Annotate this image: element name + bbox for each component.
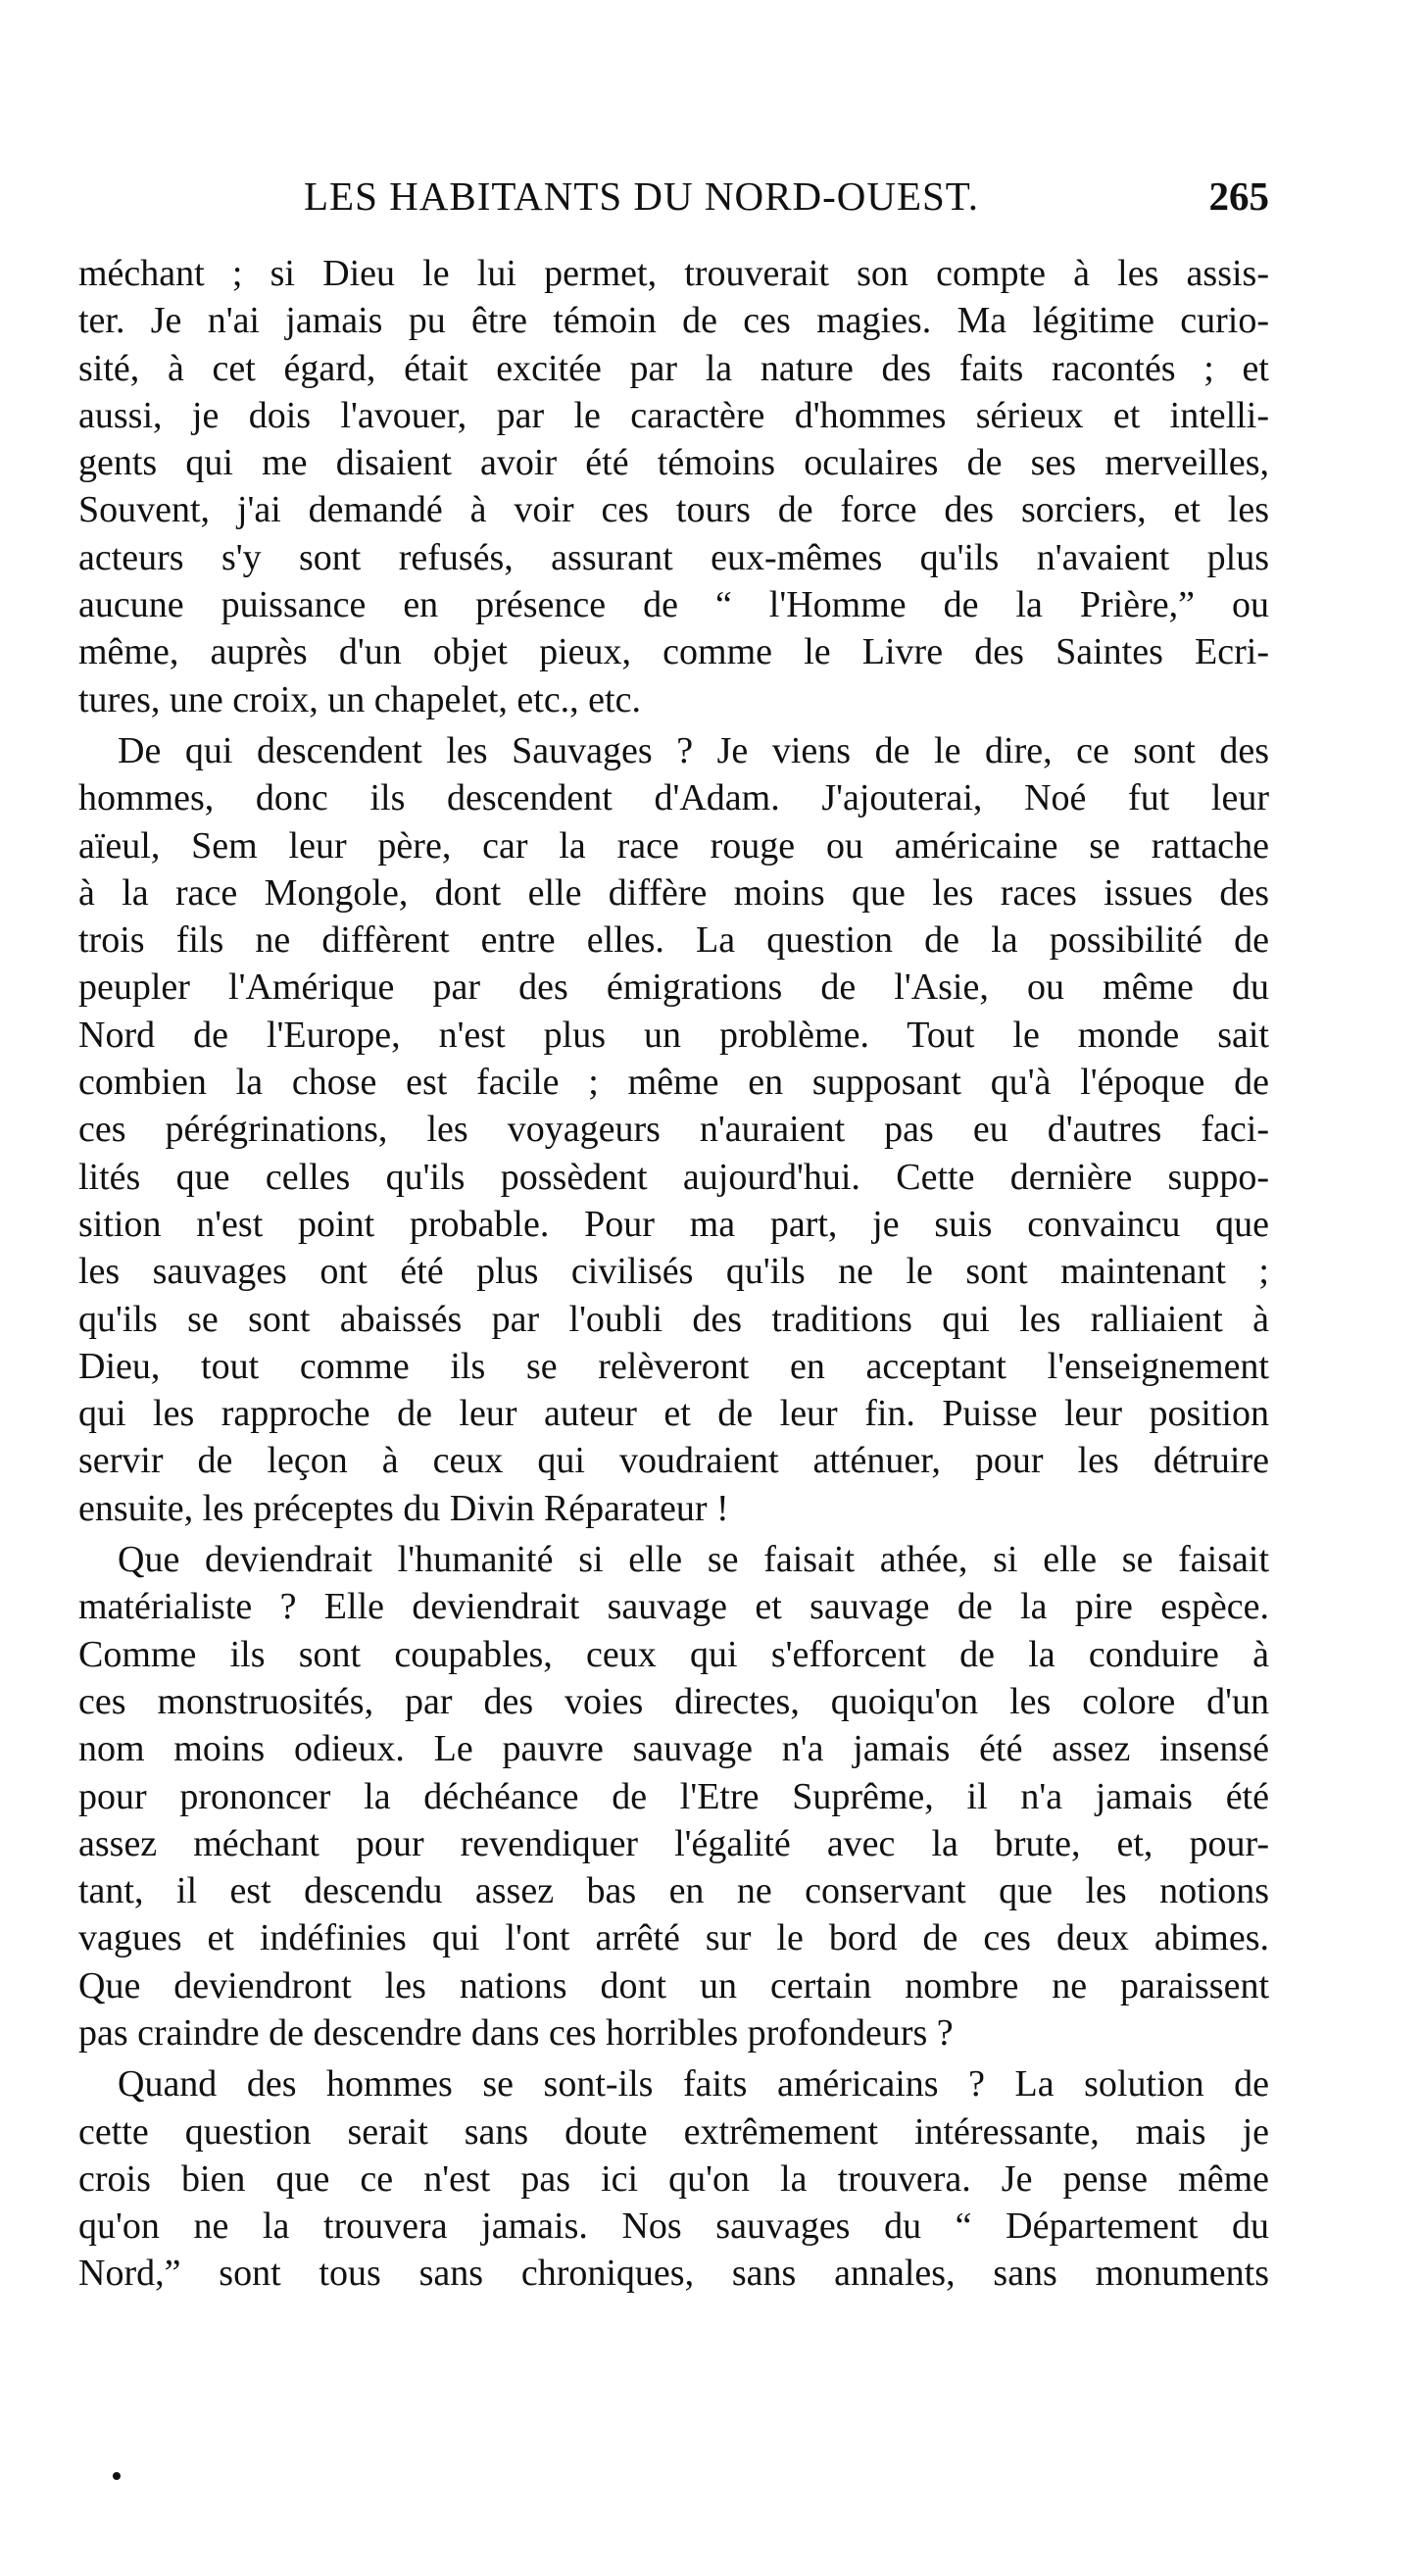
text-line: Nord de l'Europe, n'est plus un problème. Tout le monde sait: [78, 1014, 1269, 1056]
text-line: Que deviendrait l'humanité si elle se faisait athée, si elle se faisait: [118, 1539, 1269, 1581]
text-line: aussi, je dois l'avouer, par le caractère d'hommes sérieux et intelli-: [78, 394, 1269, 436]
text-line: pas craindre de descendre dans ces horribles profondeurs ?: [78, 2011, 954, 2054]
text-line: trois fils ne diffèrent entre elles. La question de la possibilité de: [78, 919, 1269, 962]
text-line: à la race Mongole, dont elle diffère moins que les races issues des: [78, 871, 1269, 914]
text-line: gents qui me disaient avoir été témoins oculaires de ses merveilles,: [78, 442, 1269, 484]
text-line: De qui descendent les Sauvages ? Je viens de le dire, ce sont des: [118, 729, 1269, 771]
text-line: ensuite, les préceptes du Divin Réparateur !: [78, 1487, 729, 1529]
text-line: ces monstruosités, par des voies directes, quoiqu'on les colore d'un: [78, 1680, 1269, 1722]
text-line: méchant ; si Dieu le lui permet, trouverait son compte à les assis-: [78, 253, 1269, 294]
text-line: peupler l'Amérique par des émigrations de l'Asie, ou même du: [78, 966, 1269, 1009]
text-line: Souvent, j'ai demandé à voir ces tours de force des sorciers, et les: [78, 489, 1269, 531]
text-line: aïeul, Sem leur père, car la race rouge ou américaine se rattache: [78, 824, 1269, 867]
text-line: cette question serait sans doute extrêmement intéressante, mais je: [78, 2110, 1269, 2153]
text-line: qui les rapproche de leur auteur et de leur fin. Puisse leur position: [78, 1393, 1269, 1435]
text-line: assez méchant pour revendiquer l'égalité avec la brute, et, pour-: [78, 1822, 1269, 1864]
paragraph: [78, 727, 1269, 1532]
text-line: même, auprès d'un objet pieux, comme le Livre des Saintes Ecri-: [78, 631, 1269, 673]
running-head: [78, 173, 1269, 227]
text-line: acteurs s'y sont refusés, assurant eux-mêmes qu'ils n'avaient plus: [78, 536, 1269, 578]
text-line: lités que celles qu'ils possèdent aujourd'hui. Cette dernière suppo-: [78, 1156, 1269, 1198]
body-text: [78, 250, 1269, 2298]
text-line: ter. Je n'ai jamais pu être témoin de ces magies. Ma légitime curio-: [78, 300, 1269, 342]
text-line: ces pérégrinations, les voyageurs n'auraient pas eu d'autres faci-: [78, 1109, 1269, 1151]
text-line: servir de leçon à ceux qui voudraient atténuer, pour les détruire: [78, 1440, 1269, 1482]
text-line: Comme ils sont coupables, ceux qui s'efforcent de la conduire à: [78, 1633, 1269, 1675]
text-line: Nord,” sont tous sans chroniques, sans annales, sans monuments: [78, 2253, 1269, 2295]
paragraph: [78, 2060, 1269, 2297]
text-line: combien la chose est facile ; même en supposant qu'à l'époque de: [78, 1062, 1269, 1104]
page-number: 265: [1208, 173, 1269, 219]
text-line: qu'on ne la trouvera jamais. Nos sauvages du “ Département du: [78, 2205, 1269, 2248]
text-line: tures, une croix, un chapelet, etc., etc.: [78, 678, 641, 720]
text-line: matérialiste ? Elle deviendrait sauvage et sauvage de la pire espèce.: [78, 1586, 1269, 1628]
text-line: sité, à cet égard, était excitée par la nature des faits racontés ; et: [78, 347, 1269, 389]
text-line: les sauvages ont été plus civilisés qu'ils ne le sont maintenant ;: [78, 1251, 1269, 1293]
text-line: Quand des hommes se sont-ils faits américains ? La solution de: [118, 2063, 1269, 2105]
text-line: pour prononcer la déchéance de l'Etre Suprême, il n'a jamais été: [78, 1775, 1269, 1817]
text-line: vagues et indéfinies qui l'ont arrêté sur le bord de ces deux abimes.: [78, 1917, 1269, 1959]
running-title: LES HABITANTS DU NORD-OUEST.: [304, 173, 980, 219]
text-line: qu'ils se sont abaissés par l'oubli des traditions qui les ralliaient à: [78, 1298, 1269, 1340]
text-line: hommes, donc ils descendent d'Adam. J'ajouterai, Noé fut leur: [78, 777, 1269, 819]
text-line: nom moins odieux. Le pauvre sauvage n'a jamais été assez insensé: [78, 1728, 1269, 1770]
paragraph: [78, 1536, 1269, 2056]
text-line: tant, il est descendu assez bas en ne conservant que les notions: [78, 1870, 1269, 1912]
text-line: Dieu, tout comme ils se relèveront en acceptant l'enseignement: [78, 1345, 1269, 1387]
print-speck: [113, 2472, 121, 2480]
text-line: sition n'est point probable. Pour ma part, je suis convaincu que: [78, 1203, 1269, 1245]
text-line: crois bien que ce n'est pas ici qu'on la trouvera. Je pense même: [78, 2157, 1269, 2200]
text-line: Que deviendront les nations dont un certain nombre ne paraissent: [78, 1964, 1269, 2006]
paragraph: [78, 250, 1269, 723]
text-line: aucune puissance en présence de “ l'Homme de la Prière,” ou: [78, 584, 1269, 626]
